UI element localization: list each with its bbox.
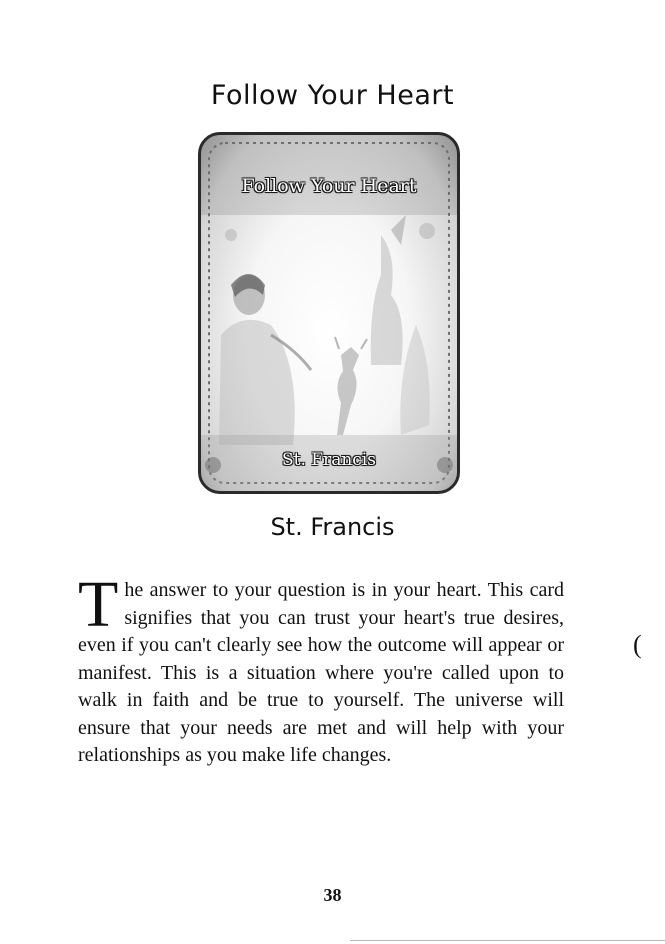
oracle-card-image xyxy=(198,132,460,494)
page-title: Follow Your Heart xyxy=(210,80,455,111)
drop-cap: T xyxy=(78,568,119,641)
body-paragraph xyxy=(78,568,564,770)
card-title: Follow Your Heart xyxy=(241,175,417,197)
paragraph-text: he answer to your question is in your heart. This card signifies that you can trust your heart's true desires, even if you can't clearly see how the outcome will appear or manifest. This is a situation where you're called upon to walk in faith and be true to yourself. The universe will ensure that your needs are met and will help with your relationships as you make life changes. xyxy=(78,579,564,766)
card-caption: St. Francis xyxy=(270,513,395,541)
bottom-rule xyxy=(350,940,665,941)
page-number: 38 xyxy=(323,885,342,905)
card-name-label: St. Francis xyxy=(282,450,376,470)
margin-mark: ( xyxy=(633,630,642,659)
